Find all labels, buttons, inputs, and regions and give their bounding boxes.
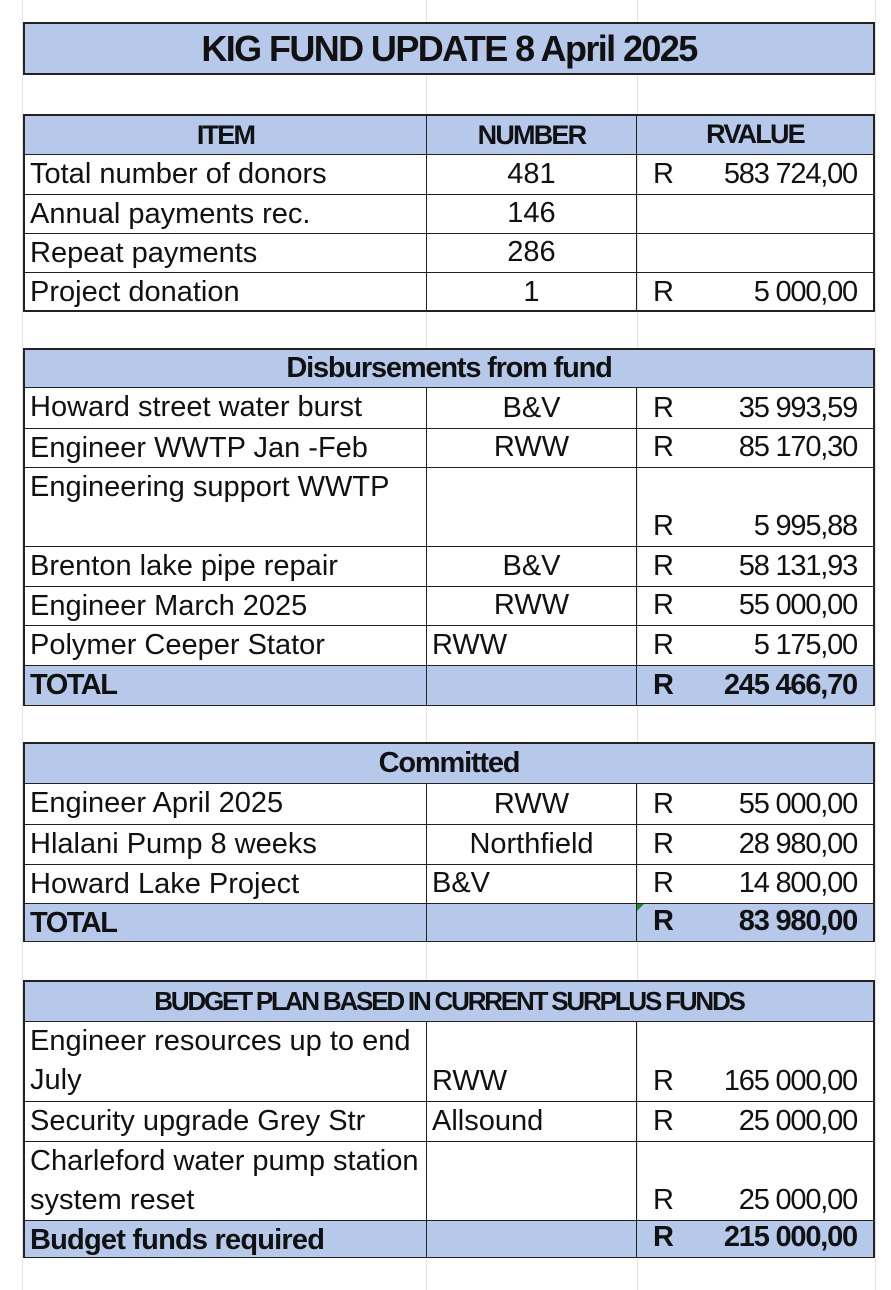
table-row — [25, 154, 873, 194]
total-value: 83 980,00 — [738, 905, 857, 937]
row-item: Repeat payments — [25, 234, 427, 272]
row-value: 35 993,59 — [738, 392, 857, 424]
row-value: 28 980,00 — [738, 828, 857, 860]
page-title: KIG FUND UPDATE 8 April 2025 — [25, 24, 873, 73]
table-row — [25, 1141, 873, 1220]
row-item: Engineer resources up to end July — [25, 1022, 427, 1101]
total-value: 215 000,00 — [723, 1221, 857, 1253]
row-value: 55 000,00 — [738, 788, 857, 820]
row-item: Engineer April 2025 — [25, 784, 427, 824]
table-row — [25, 824, 873, 864]
row-party: RWW — [427, 429, 637, 467]
summary-table — [23, 114, 875, 312]
currency-symbol: R — [653, 905, 674, 937]
committed-table — [23, 742, 875, 942]
row-party: Northfield — [427, 825, 637, 864]
total-empty — [427, 904, 637, 941]
budget-heading: BUDGET PLAN BASED IN CURRENT SURPLUS FUNDS — [25, 982, 873, 1022]
currency-symbol: R — [653, 1221, 674, 1253]
table-row — [25, 233, 873, 272]
currency-symbol: R — [653, 431, 674, 463]
row-value: 55 000,00 — [738, 589, 857, 621]
table-row — [25, 1022, 873, 1101]
currency-symbol: R — [653, 828, 674, 860]
table-row — [25, 864, 873, 903]
table-row — [25, 272, 873, 312]
gridline — [875, 0, 876, 1290]
row-item: Polymer Ceeper Stator — [25, 626, 427, 665]
row-value: 25 000,00 — [738, 1184, 857, 1216]
cell-comment-marker — [637, 904, 644, 911]
total-label: TOTAL — [25, 666, 427, 705]
table-row — [25, 428, 873, 467]
row-party: Allsound — [427, 1102, 637, 1141]
total-empty — [427, 1221, 637, 1257]
row-item: Howard Lake Project — [25, 865, 427, 903]
currency-symbol: R — [653, 1184, 674, 1216]
row-number: 286 — [427, 234, 637, 272]
row-value: 165 000,00 — [723, 1065, 857, 1097]
row-party: B&V — [427, 547, 637, 586]
currency-symbol: R — [653, 629, 674, 661]
row-value: 58 131,93 — [738, 550, 857, 582]
row-value: 5 995,88 — [753, 510, 857, 542]
row-item: Howard street water burst — [25, 388, 427, 428]
currency-symbol: R — [653, 550, 674, 582]
total-empty — [427, 666, 637, 705]
header-rvalue: RVALUE — [706, 119, 804, 149]
row-value: 583 724,00 — [723, 158, 857, 190]
header-item: ITEM — [25, 116, 427, 154]
currency-symbol: R — [653, 589, 674, 621]
total-row — [25, 903, 873, 941]
row-item: Engineer WWTP Jan -Feb — [25, 429, 427, 467]
table-row — [25, 1101, 873, 1141]
table-row — [25, 586, 873, 625]
row-item: Hlalani Pump 8 weeks — [25, 825, 427, 864]
row-item: Brenton lake pipe repair — [25, 547, 427, 586]
row-value: 85 170,30 — [738, 431, 857, 463]
row-party: RWW — [427, 587, 637, 625]
row-item: Security upgrade Grey Str — [25, 1102, 427, 1141]
row-item: Charleford water pump station system reset — [25, 1142, 427, 1220]
row-item: Annual payments rec. — [25, 195, 427, 233]
row-number: 481 — [427, 155, 637, 194]
row-item: Engineering support WWTP — [25, 468, 427, 546]
table-row — [25, 784, 873, 824]
total-label: TOTAL — [25, 904, 427, 941]
total-row — [25, 665, 873, 705]
table-row — [25, 194, 873, 233]
row-value: 25 000,00 — [738, 1105, 857, 1137]
total-row — [25, 1220, 873, 1257]
currency-symbol: R — [653, 788, 674, 820]
row-party: B&V — [427, 865, 637, 903]
table-row — [25, 625, 873, 665]
row-item: Total number of donors — [25, 155, 427, 194]
row-party: RWW — [427, 626, 637, 665]
currency-symbol: R — [653, 669, 674, 701]
currency-symbol: R — [653, 1105, 674, 1137]
header-number: NUMBER — [427, 116, 637, 154]
budget-table — [23, 980, 875, 1258]
disbursements-table — [23, 348, 875, 706]
row-party — [427, 468, 637, 546]
currency-symbol: R — [653, 158, 674, 190]
row-item: Engineer March 2025 — [25, 587, 427, 625]
total-label: Budget funds required — [25, 1221, 427, 1257]
row-value: 5 000,00 — [753, 276, 857, 308]
row-number: 146 — [427, 195, 637, 233]
table-row — [25, 467, 873, 546]
currency-symbol: R — [653, 392, 674, 424]
currency-symbol: R — [653, 867, 674, 899]
currency-symbol: R — [653, 1065, 674, 1097]
table-row — [25, 388, 873, 428]
disbursements-heading: Disbursements from fund — [25, 350, 873, 388]
row-item: Project donation — [25, 273, 427, 312]
row-party — [427, 1142, 637, 1220]
currency-symbol: R — [653, 276, 674, 308]
row-party: RWW — [427, 1022, 637, 1101]
row-party: RWW — [427, 784, 637, 824]
total-value: 245 466,70 — [723, 669, 857, 701]
row-value: 5 175,00 — [753, 629, 857, 661]
row-party: B&V — [427, 388, 637, 428]
title-bar — [23, 22, 875, 75]
summary-header-row — [25, 116, 873, 154]
committed-heading: Committed — [25, 744, 873, 784]
currency-symbol: R — [653, 510, 674, 542]
row-number: 1 — [427, 273, 637, 312]
row-value: 14 800,00 — [738, 867, 857, 899]
table-row — [25, 546, 873, 586]
